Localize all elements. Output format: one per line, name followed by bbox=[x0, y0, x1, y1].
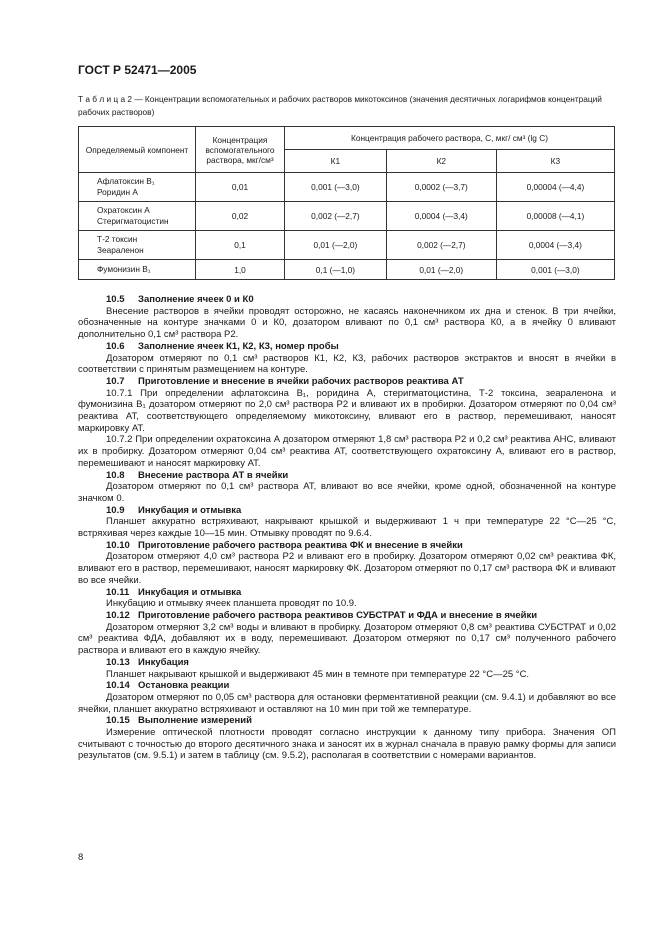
table-row bbox=[79, 173, 615, 202]
section-heading: 10.14 Остановка реакции bbox=[106, 680, 230, 692]
aux-value: 0,02 bbox=[196, 202, 285, 231]
paragraph: Дозатором отмеряют по 0,05 см³ раствора для остановки ферментативной реакции (см. 9.4.1) и добавляют во все ячейки, планшет аккуратно встряхивают и оставляют на 10 мин при той же температуре. bbox=[78, 691, 616, 715]
header-k3: К3 bbox=[496, 150, 614, 173]
component-name: Т-2 токсин Зеараленон bbox=[79, 231, 196, 260]
section-heading: 10.8 Внесение раствора АТ в ячейки bbox=[106, 469, 289, 481]
component-name: Афлатоксин В₁ Роридин А bbox=[79, 173, 196, 202]
component-name: Охратоксин А Стеригматоцистин bbox=[79, 202, 196, 231]
k1-value: 0,002 (—2,7) bbox=[285, 202, 387, 231]
header-aux-concentration: Концентрация вспомогательного раствора, мкг/см³ bbox=[196, 127, 285, 173]
page-number: 8 bbox=[78, 852, 84, 863]
paragraph: Дозатором отмеряют по 0,1 см³ раствора АТ, вливают во все ячейки, кроме одной, обозначенной на контуре значком 0. bbox=[78, 481, 616, 504]
k1-value: 0,001 (—3,0) bbox=[285, 173, 387, 202]
paragraph: Измерение оптической плотности проводят согласно инструкции к данному типу прибора. Значения ОП считывают с точностью до второго десятичного знака и заносят их в журнал сначала в правую рамку формы для записи результатов (см. 9.5.1) и затем в таблицу (см. 9.5.2), располагая в соответствии с номерами вариантов. bbox=[78, 727, 616, 762]
section-heading: 10.7 Приготовление и внесение в ячейки рабочих растворов реактива АТ bbox=[106, 375, 464, 387]
document-header: ГОСТ Р 52471—2005 bbox=[78, 63, 197, 77]
section-heading: 10.5 Заполнение ячеек 0 и К0 bbox=[106, 294, 254, 305]
k3-value: 0,00008 (—4,1) bbox=[496, 202, 614, 231]
aux-value: 1,0 bbox=[196, 260, 285, 280]
k1-value: 0,1 (—1,0) bbox=[285, 260, 387, 280]
paragraph: Планшет аккуратно встряхивают, накрывают крышкой и выдерживают 1 ч при температуре 22 °С—25 °С, встряхивая через каждые 10—15 мин. Отмывку проводят по 9.6.4. bbox=[78, 516, 616, 540]
section-heading: 10.13 Инкубация bbox=[106, 656, 189, 668]
k1-value: 0,01 (—2,0) bbox=[285, 231, 387, 260]
section-heading: 10.10 Приготовление рабочего раствора реактива ФК и внесение в ячейки bbox=[106, 539, 463, 551]
paragraph: Внесение растворов в ячейки проводят осторожно, не касаясь наконечником их дна и стенок. В три ячейки, обозначенные на контуре значками 0 и К0, дозатором вливают по 0,1 см³ раствора К0, а в ячейку 0 вливают дополнительно 0,1 см³ раствора Р2. bbox=[78, 305, 616, 341]
table-row bbox=[79, 202, 615, 231]
header-k1: К1 bbox=[285, 150, 387, 173]
table-caption: Т а б л и ц а 2 — Концентрации вспомогательных и рабочих растворов микотоксинов (значения десятичных логарифмов концентраций рабочих растворов) bbox=[78, 94, 602, 117]
paragraph: Планшет накрывают крышкой и выдерживают 45 мин в темноте при температуре 22 °С—25 °С. bbox=[106, 668, 530, 680]
k2-value: 0,002 (—2,7) bbox=[386, 231, 496, 260]
section-heading: 10.9 Инкубация и отмывка bbox=[106, 504, 242, 516]
paragraph: 10.7.2 При определении охратоксина А дозатором отмеряют 1,8 см³ раствора Р2 и 0,2 см³ реактива АНС, вливают их в пробирку. Дозатором отмеряют 0,04 см³ реактива АТ, соответствующего охратоксину А, вливают его в раствор, перемешивают и наносят маркировку АТ. bbox=[78, 434, 616, 469]
k2-value: 0,0004 (—3,4) bbox=[386, 202, 496, 231]
component-name: Фумонизин В₁ bbox=[79, 260, 196, 280]
k2-value: 0,0002 (—3,7) bbox=[386, 173, 496, 202]
section-heading: 10.11 Инкубация и отмывка bbox=[106, 586, 242, 598]
aux-value: 0,01 bbox=[196, 173, 285, 202]
paragraph: Дозатором отмеряют по 0,1 см³ растворов К1, К2, К3, рабочих растворов экстрактов и вносят в ячейки в соответствии с принятым размещением на контуре. bbox=[78, 352, 616, 376]
header-component: Определяемый компонент bbox=[79, 127, 196, 173]
section-heading: 10.6 Заполнение ячеек К1, К2, К3, номер пробы bbox=[106, 340, 339, 352]
aux-value: 0,1 bbox=[196, 231, 285, 260]
paragraph: Дозатором отмеряют 4,0 см³ раствора Р2 и вливают его в пробирку. Дозатором отмеряют 0,02 см³ реактива ФК, вливают его в раствор, перемешивают, наносят маркировку ФК. Дозатором отмеряют по 0,17 см³ раствора ФК и вливают во все ячейки. bbox=[78, 551, 616, 586]
table-row bbox=[79, 260, 615, 280]
header-k2: К2 bbox=[386, 150, 496, 173]
k3-value: 0,001 (—3,0) bbox=[496, 260, 614, 280]
section-heading: 10.15 Выполнение измерений bbox=[106, 715, 252, 727]
document-body bbox=[78, 294, 616, 762]
paragraph: 10.7.1 При определении афлатоксина В₁, роридина А, стеригматоцистина, Т-2 токсина, зеараленона и фумонизина В₁ дозатором отмеряют по 2,0 см³ раствора Р2 и вливают их в пробирки. Дозатором отмеряют по 0,04 см³ реактива АТ, соответствующего определяемому микотоксину, вливают его в раствор, перемешивают, наносят маркировку АТ. bbox=[78, 387, 616, 434]
section-heading: 10.12 Приготовление рабочего раствора реактивов СУБСТРАТ и ФДА и внесение в ячейки bbox=[106, 609, 538, 621]
k3-value: 0,00004 (—4,4) bbox=[496, 173, 614, 202]
paragraph: Инкубацию и отмывку ячеек планшета проводят по 10.9. bbox=[106, 598, 357, 610]
concentration-table bbox=[78, 126, 615, 280]
k3-value: 0,0004 (—3,4) bbox=[496, 231, 614, 260]
k2-value: 0,01 (—2,0) bbox=[386, 260, 496, 280]
header-work-concentration: Концентрация рабочего раствора, С, мкг/ см³ (lg С) bbox=[285, 127, 615, 150]
paragraph: Дозатором отмеряют 3,2 см³ воды и вливают в пробирку. Дозатором отмеряют 0,8 см³ реактива СУБСТРАТ и 0,02 см³ реактива ФДА, добавляют их в воду, перемешивают. Дозатором отмеряют по 0,17 см³ полученного рабочего раствора и вливают его в каждую ячейку. bbox=[78, 621, 616, 657]
table-row bbox=[79, 231, 615, 260]
